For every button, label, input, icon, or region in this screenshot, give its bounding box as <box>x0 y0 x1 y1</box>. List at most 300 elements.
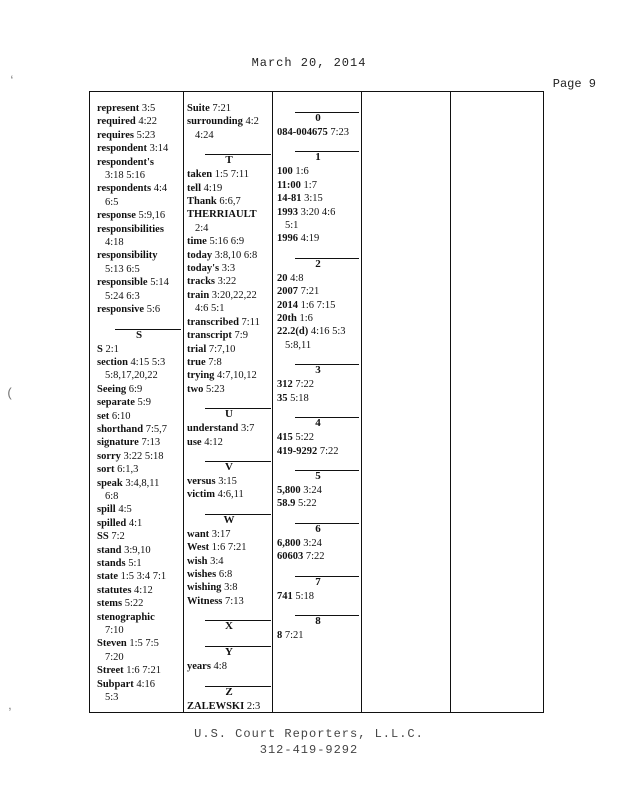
index-term: 741 <box>277 590 293 602</box>
page-line-ref: 5:9 <box>137 397 151 409</box>
index-entry <box>277 445 359 458</box>
index-column-1 <box>97 102 181 704</box>
index-term: understand <box>187 423 239 435</box>
page-line-ref: 7:22 <box>319 445 339 457</box>
index-entry <box>187 329 271 342</box>
index-term: time <box>187 236 207 248</box>
index-term: 2007 <box>277 286 298 298</box>
index-entry <box>187 275 271 288</box>
page-line-ref: 3:20,22,22 <box>211 289 257 301</box>
section-letter: Z <box>225 685 233 698</box>
index-term: Steven <box>97 638 127 650</box>
index-term: today's <box>187 263 220 275</box>
page-line-ref: 5:8,11 <box>285 339 312 351</box>
index-term: 20th <box>277 313 297 325</box>
margin-mark: ʼ <box>6 706 14 721</box>
index-entry <box>187 289 271 302</box>
index-entry <box>97 450 181 463</box>
page-line-ref: 3:9,10 <box>124 544 151 556</box>
index-entry <box>97 169 181 182</box>
index-term: respondent's <box>97 156 154 168</box>
index-entry <box>187 129 271 142</box>
page-line-ref: 3:14 <box>149 143 169 155</box>
page-line-ref: 5:22 <box>124 598 144 610</box>
index-term: two <box>187 383 204 395</box>
section-letter: 7 <box>315 575 321 588</box>
index-entry <box>187 488 271 501</box>
index-term: 58.9 <box>277 498 296 510</box>
page-line-ref: 3:15 <box>218 475 237 487</box>
index-term: 1993 <box>277 206 298 218</box>
page-line-ref: 4:6 5:1 <box>195 303 225 315</box>
column-divider <box>450 92 451 712</box>
index-term: separate <box>97 397 135 409</box>
index-term: surrounding <box>187 116 243 128</box>
index-entry <box>97 369 181 382</box>
page-line-ref: 3:5 <box>141 103 156 114</box>
index-term: 084-004675 <box>277 127 328 138</box>
index-entry <box>97 263 181 276</box>
index-term: stems <box>97 598 123 610</box>
index-term: transcript <box>187 330 232 342</box>
page-line-ref: 5:24 6:3 <box>105 290 140 302</box>
index-entry <box>277 126 359 139</box>
index-entry <box>277 192 359 205</box>
page-line-ref: 5:14 <box>150 277 169 289</box>
index-entry <box>277 232 359 245</box>
index-entry <box>97 196 181 209</box>
index-term: years <box>187 661 211 673</box>
page-line-ref: 3:15 <box>304 193 323 205</box>
index-entry <box>97 544 181 557</box>
section-letter: W <box>223 513 235 526</box>
section-heading <box>277 405 359 431</box>
index-entry <box>97 182 181 195</box>
index-entry <box>97 156 181 169</box>
page-line-ref: 3:4,8,11 <box>125 477 160 489</box>
index-entry <box>97 678 181 691</box>
page-line-ref: 5:13 6:5 <box>105 263 140 275</box>
index-entry <box>187 249 271 262</box>
index-entry <box>277 206 359 219</box>
index-entry <box>97 584 181 597</box>
index-entry <box>187 102 271 115</box>
page-line-ref: 7:21 <box>300 286 320 298</box>
index-term: 35 <box>277 392 288 404</box>
page-line-ref: 4:8 <box>213 661 227 673</box>
index-entry <box>187 356 271 369</box>
page-line-ref: 3:8 <box>224 582 238 594</box>
page-line-ref: 4:12 <box>204 436 223 448</box>
page-line-ref: 7:8 <box>208 356 222 368</box>
page-line-ref: 3:22 <box>217 276 237 288</box>
section-heading <box>187 396 271 422</box>
index-term: responsible <box>97 277 148 289</box>
column-divider <box>272 92 273 712</box>
index-entry <box>97 651 181 664</box>
index-entry <box>277 392 359 405</box>
page-line-ref: 5:22 <box>295 432 315 444</box>
index-entry <box>187 581 271 594</box>
index-entry <box>97 115 181 128</box>
index-term: versus <box>187 475 216 487</box>
page-line-ref: 5:22 <box>298 498 317 510</box>
section-letter: 2 <box>315 257 321 270</box>
index-entry <box>187 262 271 275</box>
page-line-ref: 6:10 <box>111 410 131 422</box>
page-line-ref: 5:1 <box>128 558 142 569</box>
page-line-ref: 3:20 4:6 <box>300 206 336 218</box>
index-term: Seeing <box>97 383 127 395</box>
section-heading <box>187 142 271 168</box>
page-number: Page 9 <box>552 77 596 91</box>
index-term: trial <box>187 343 207 355</box>
page-line-ref: 4:8 <box>290 272 304 284</box>
page-line-ref: 4:4 <box>153 183 168 195</box>
page-line-ref: 3:7 <box>240 423 255 435</box>
page-line-ref: 2:3 <box>246 700 261 712</box>
index-entry <box>97 396 181 409</box>
index-entry <box>277 325 359 338</box>
index-entry <box>187 222 271 235</box>
index-term: sort <box>97 464 115 476</box>
page-line-ref: 3:24 <box>303 537 322 549</box>
page-line-ref: 4:19 <box>300 233 320 245</box>
index-entry <box>97 637 181 650</box>
page-line-ref: 5:6 <box>146 304 161 316</box>
page-line-ref: 5:9,16 <box>138 210 166 222</box>
page-line-ref: 6:9 <box>128 383 143 395</box>
index-entry <box>187 182 271 195</box>
index-term: sorry <box>97 450 121 462</box>
index-term: Subpart <box>97 678 134 690</box>
page-line-ref: 3:17 <box>211 528 231 540</box>
page-line-ref: 5:23 <box>136 129 156 141</box>
index-entry <box>277 537 359 550</box>
page-line-ref: 4:24 <box>195 129 214 141</box>
index-entry <box>97 303 181 316</box>
page-line-ref: 7:11 <box>241 316 260 328</box>
index-column-2 <box>187 102 271 713</box>
index-term: 20 <box>277 272 288 284</box>
index-entry <box>97 290 181 303</box>
index-term: 5,800 <box>277 484 301 496</box>
index-entry <box>187 235 271 248</box>
index-term: wishing <box>187 582 222 594</box>
index-entry <box>97 436 181 449</box>
page-line-ref: 3:8,10 6:8 <box>214 249 258 261</box>
index-term: 8 <box>277 629 283 641</box>
index-term: Suite <box>187 103 210 114</box>
page-line-ref: 3:18 5:16 <box>105 170 145 182</box>
index-term: 11:00 <box>277 179 301 191</box>
page-line-ref: 4:2 <box>245 116 259 128</box>
index-entry <box>97 557 181 570</box>
index-term: 2014 <box>277 299 298 311</box>
index-term: speak <box>97 477 123 489</box>
index-entry <box>187 436 271 449</box>
section-letter: 6 <box>315 522 321 535</box>
page-line-ref: 7:2 <box>111 531 125 543</box>
page-line-ref: 3:22 5:18 <box>123 450 164 462</box>
index-entry <box>97 129 181 142</box>
section-letter: X <box>225 620 233 633</box>
index-entry <box>97 209 181 222</box>
index-term: response <box>97 210 136 222</box>
page-line-ref: 1:6 <box>295 166 309 178</box>
page-line-ref: 1:7 <box>303 179 317 191</box>
page-line-ref: 4:7,10,12 <box>217 370 257 382</box>
page-line-ref: 5:8,17,20,22 <box>105 370 158 382</box>
margin-mark: ( <box>6 386 14 401</box>
page-line-ref: 1:5 7:5 <box>129 638 159 650</box>
index-term: train <box>187 289 210 301</box>
index-entry <box>277 219 359 232</box>
index-term: victim <box>187 489 215 501</box>
section-heading <box>187 502 271 528</box>
index-term: Street <box>97 665 124 677</box>
page-line-ref: 5:18 <box>290 392 309 404</box>
section-heading <box>277 458 359 484</box>
page-line-ref: 1:5 3:4 7:1 <box>120 571 167 583</box>
section-heading <box>277 352 359 378</box>
page-line-ref: 7:10 <box>105 625 124 637</box>
index-entry <box>97 423 181 436</box>
index-term: today <box>187 249 213 261</box>
index-term: wishes <box>187 568 217 580</box>
index-entry <box>97 236 181 249</box>
column-divider <box>183 92 184 712</box>
page-line-ref: 4:15 5:3 <box>130 356 166 368</box>
section-letter: V <box>225 460 233 473</box>
index-term: requires <box>97 129 134 141</box>
index-entry <box>97 463 181 476</box>
index-entry <box>187 343 271 356</box>
index-entry <box>277 299 359 312</box>
index-term: taken <box>187 169 213 181</box>
index-term: use <box>187 436 202 448</box>
index-entry <box>277 550 359 563</box>
index-entry <box>187 568 271 581</box>
index-entry <box>97 223 181 236</box>
index-entry <box>187 208 271 221</box>
index-entry <box>277 590 359 603</box>
section-letter: 1 <box>315 151 321 164</box>
section-heading <box>187 608 271 634</box>
page-line-ref: 1:5 7:11 <box>214 169 250 181</box>
page-line-ref: 7:20 <box>105 651 124 663</box>
page-line-ref: 1:6 <box>299 313 313 325</box>
column-divider <box>361 92 362 712</box>
index-entry <box>97 249 181 262</box>
page-line-ref: 6:8 <box>218 568 233 580</box>
index-entry <box>187 660 271 673</box>
page-line-ref: 4:1 <box>128 517 143 529</box>
page-line-ref: 5:3 <box>105 692 119 704</box>
index-entry <box>277 497 359 510</box>
section-heading <box>277 564 359 590</box>
index-entry <box>97 343 181 356</box>
index-entry <box>97 517 181 530</box>
index-entry <box>277 272 359 285</box>
page-line-ref: 7:7,10 <box>208 343 236 355</box>
index-term: 22.2(d) <box>277 326 309 338</box>
index-entry <box>187 316 271 329</box>
index-term: represent <box>97 103 140 114</box>
page-line-ref: 1:6 7:21 <box>211 542 247 554</box>
index-entry <box>187 422 271 435</box>
page-line-ref: 7:9 <box>234 330 248 342</box>
index-term: spilled <box>97 517 127 529</box>
index-entry <box>187 369 271 382</box>
index-term: THERRIAULT <box>187 209 257 221</box>
section-letter: T <box>225 154 233 167</box>
page-line-ref: 5:18 <box>295 590 315 602</box>
section-letter: 4 <box>315 417 321 430</box>
section-heading <box>277 246 359 272</box>
index-entry <box>277 484 359 497</box>
index-term: ZALEWSKI <box>187 700 245 712</box>
section-heading <box>277 139 359 165</box>
index-term: transcribed <box>187 316 239 328</box>
page-line-ref: 7:13 <box>225 595 244 607</box>
index-entry <box>277 312 359 325</box>
index-term: stenographic <box>97 611 155 623</box>
index-entry <box>277 378 359 391</box>
footer-phone: 312-419-9292 <box>259 743 359 757</box>
page-line-ref: 6:8 <box>105 490 119 502</box>
index-entry <box>97 383 181 396</box>
index-term: trying <box>187 370 215 382</box>
page-line-ref: 4:6,11 <box>217 489 244 501</box>
index-term: state <box>97 571 118 583</box>
section-heading <box>277 511 359 537</box>
index-entry <box>97 570 181 583</box>
section-heading <box>187 674 271 700</box>
index-entry <box>277 165 359 178</box>
index-entry <box>187 195 271 208</box>
index-entry <box>187 168 271 181</box>
index-entry <box>97 691 181 704</box>
page-line-ref: 7:21 <box>212 103 232 114</box>
page-line-ref: 1:6 7:21 <box>126 665 161 677</box>
page-line-ref: 3:24 <box>303 484 322 496</box>
page-line-ref: 4:12 <box>134 584 153 596</box>
index-entry <box>97 597 181 610</box>
index-entry <box>97 611 181 624</box>
index-entry <box>97 356 181 369</box>
index-term: respondent <box>97 143 147 155</box>
section-heading <box>277 100 359 126</box>
index-entry <box>187 528 271 541</box>
page-line-ref: 7:13 <box>141 437 161 449</box>
index-term: set <box>97 410 110 422</box>
index-term: statutes <box>97 584 132 596</box>
index-entry <box>187 115 271 128</box>
page-line-ref: 5:16 6:9 <box>209 236 245 248</box>
index-entry <box>97 102 181 115</box>
index-term: responsibilities <box>97 223 164 235</box>
index-term: signature <box>97 437 139 449</box>
margin-mark: ʻ <box>8 74 16 89</box>
page-line-ref: 1:6 7:15 <box>300 299 336 311</box>
index-term: Witness <box>187 595 223 607</box>
index-term: true <box>187 356 206 368</box>
index-term: 312 <box>277 379 293 391</box>
index-entry <box>97 276 181 289</box>
index-term: want <box>187 528 210 540</box>
index-entry <box>187 541 271 554</box>
index-term: responsive <box>97 304 145 316</box>
section-heading <box>277 603 359 629</box>
index-term: 1996 <box>277 233 298 245</box>
index-term: required <box>97 116 136 128</box>
index-term: tell <box>187 182 201 194</box>
index-table <box>89 91 544 713</box>
index-entry <box>97 503 181 516</box>
index-entry <box>187 595 271 608</box>
page-line-ref: 4:16 <box>136 678 156 690</box>
page-line-ref: 3:3 <box>221 263 236 275</box>
index-term: 6,800 <box>277 537 301 549</box>
index-term: 415 <box>277 432 293 444</box>
index-entry <box>187 475 271 488</box>
index-term: wish <box>187 555 208 567</box>
index-entry <box>97 142 181 155</box>
index-term: 14-81 <box>277 193 302 205</box>
page-line-ref: 5:1 <box>285 220 299 232</box>
index-entry <box>187 383 271 396</box>
index-term: section <box>97 356 128 368</box>
index-term: SS <box>97 531 109 543</box>
index-entry <box>187 555 271 568</box>
index-entry <box>97 664 181 677</box>
index-term: spill <box>97 504 116 516</box>
page-line-ref: 4:18 <box>105 237 124 249</box>
index-term: stand <box>97 544 122 556</box>
index-entry <box>97 530 181 543</box>
page-line-ref: 7:22 <box>295 379 315 391</box>
page-line-ref: 5:23 <box>205 383 225 395</box>
index-term: 100 <box>277 166 293 178</box>
page-line-ref: 7:21 <box>284 629 304 641</box>
index-entry <box>97 490 181 503</box>
header-date: March 20, 2014 <box>251 56 367 70</box>
page-line-ref: 2:4 <box>195 222 209 234</box>
page-line-ref: 3:4 <box>210 555 224 567</box>
index-term: 60603 <box>277 551 304 563</box>
index-term: 419-9292 <box>277 445 318 457</box>
index-entry <box>277 629 359 642</box>
footer-company: U.S. Court Reporters, L.L.C. <box>194 727 424 741</box>
page-line-ref: 4:5 <box>118 504 132 516</box>
section-letter: Y <box>225 646 233 659</box>
index-entry <box>277 285 359 298</box>
section-letter: S <box>135 328 143 341</box>
page-line-ref: 4:16 5:3 <box>310 326 346 338</box>
section-letter: 0 <box>315 112 321 124</box>
page-line-ref: 6:6,7 <box>219 196 241 208</box>
page-line-ref: 2:1 <box>105 343 119 355</box>
page-line-ref: 4:19 <box>203 182 223 194</box>
index-term: stands <box>97 558 126 569</box>
index-term: tracks <box>187 276 215 288</box>
index-entry <box>277 431 359 444</box>
section-letter: 5 <box>315 469 321 482</box>
page-line-ref: 7:22 <box>305 551 325 563</box>
section-letter: U <box>225 408 233 421</box>
section-heading <box>187 449 271 475</box>
